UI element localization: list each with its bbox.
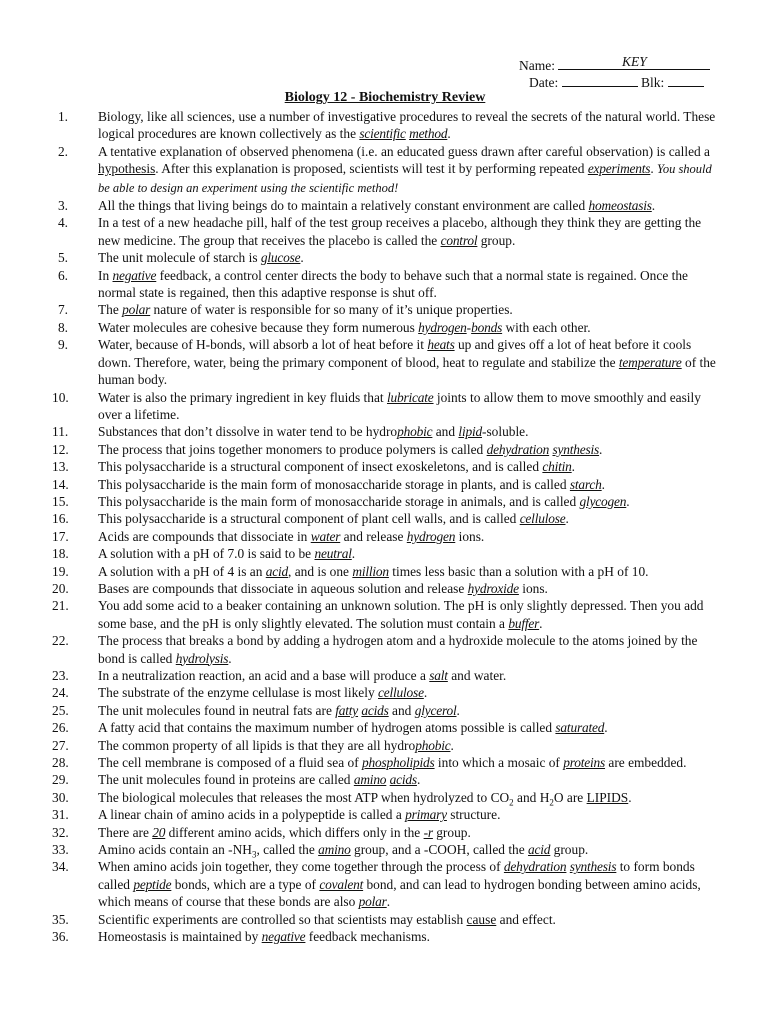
question-number: 22 .: [52, 632, 68, 649]
question-text: A tentative explanation of observed phenomena (i.e. an educated guess drawn after careful observation) is called a: [98, 143, 710, 159]
question-item: [52, 754, 724, 771]
answer-text: acids: [389, 772, 417, 788]
question-text: ions.: [518, 580, 548, 596]
question-text: When amino acids join together, they come together through the process of: [98, 859, 504, 875]
answer-text: phobic: [397, 424, 433, 440]
question-item: [52, 771, 724, 788]
answer-text: million: [352, 563, 389, 579]
question-item: [52, 684, 724, 701]
question-number: 34 .: [52, 858, 68, 875]
answer-text: primary: [405, 807, 447, 823]
question-number: 25 .: [52, 702, 68, 719]
answer-text: hydrogen: [406, 528, 456, 544]
question-text: The unit molecules found in neutral fats are: [98, 702, 336, 718]
answer-text: glycogen: [579, 493, 627, 509]
question-item: [52, 389, 724, 424]
answer-text: synthesis: [569, 859, 617, 875]
question-text: This polysaccharide is the main form of monosaccharide storage in animals, and is called: [98, 493, 580, 509]
question-item: [52, 841, 724, 858]
question-text: . After this explanation is proposed, scientists will test it by performing repeated: [155, 161, 588, 177]
question-item: [52, 108, 724, 143]
question-text: .: [565, 511, 569, 527]
question-number: 19 .: [52, 563, 68, 580]
question-item: [52, 197, 724, 214]
question-text: .: [456, 702, 460, 718]
question-text: and water.: [447, 668, 507, 683]
answer-text: control: [440, 232, 478, 248]
question-text: O are: [553, 789, 587, 805]
answer-text: cellulose: [519, 511, 566, 527]
question-item: [52, 528, 724, 545]
answer-text: fatty: [335, 702, 359, 718]
question-text: Water molecules are cohesive because they form numerous: [98, 319, 419, 335]
question-text: joints to allow them to move smoothly and easily over a lifetime.: [98, 389, 701, 422]
question-item: [52, 824, 724, 841]
question-text: .: [447, 126, 451, 142]
question-text: bonds, which are a type of: [171, 876, 320, 892]
question-text: .: [228, 650, 232, 666]
answer-text: lubricate: [386, 389, 434, 405]
question-text: .: [450, 737, 454, 753]
answer-text: lipid: [458, 424, 482, 440]
answer-text: hypothesis: [98, 161, 156, 177]
answer-text: glucose: [260, 250, 301, 266]
question-text: .: [650, 161, 658, 177]
question-text: .: [571, 459, 576, 475]
question-text: group.: [432, 824, 471, 840]
question-item: [52, 423, 724, 440]
question-list: [52, 108, 724, 946]
question-text: Water, because of H-bonds, will absorb a lot of heat before it: [98, 337, 428, 353]
question-text: .: [626, 493, 630, 509]
answer-text: scientific: [359, 126, 406, 142]
answer-text: amino: [353, 772, 387, 788]
question-text: group.: [477, 232, 516, 248]
question-text: Homeostasis is maintained by: [98, 929, 262, 945]
name-field: [558, 56, 710, 70]
question-text: .: [416, 772, 421, 788]
question-number: 27 .: [52, 737, 68, 754]
question-item: [52, 249, 724, 266]
date-field: [562, 73, 638, 87]
question-number: 6 .: [52, 267, 68, 284]
question-text: .: [386, 894, 391, 910]
question-text: bond, and can lead to hydrogen bonding between amino acids, which means of course that these bonds are also: [98, 876, 701, 910]
question-text: The substrate of the enzyme cellulase is most likely: [98, 685, 379, 701]
question-number: 9 .: [52, 336, 68, 353]
answer-text: polar: [358, 894, 387, 910]
question-item: [52, 702, 724, 719]
question-text: and effect.: [496, 911, 556, 927]
question-number: 17 .: [52, 528, 68, 545]
question-number: 16 .: [52, 510, 68, 527]
question-text: Bases are compounds that dissociate in aqueous solution and release: [98, 580, 468, 596]
question-number: 28 .: [52, 754, 68, 771]
answer-text: chitin: [542, 459, 572, 475]
question-text: with each other.: [502, 319, 591, 335]
answer-text: negative: [261, 929, 306, 945]
question-text: -soluble.: [481, 424, 529, 440]
question-text: different amino acids, which differs only in the: [165, 824, 424, 840]
answer-text: method: [409, 126, 448, 142]
question-item: [52, 476, 724, 493]
question-text: A solution with a pH of 4 is an: [98, 563, 266, 579]
question-text: This polysaccharide is a structural component of insect exoskeletons, and is called: [98, 459, 543, 475]
question-item: [52, 267, 724, 302]
question-text: .: [628, 789, 632, 805]
question-number: 24 .: [52, 684, 68, 701]
question-text: .: [351, 546, 356, 562]
question-number: 20 .: [52, 580, 68, 597]
answer-text: dehydration: [486, 441, 550, 457]
question-number: 3 .: [52, 197, 68, 214]
question-text: This polysaccharide is a structural component of plant cell walls, and is called: [98, 511, 520, 527]
answer-text: covalent: [319, 876, 364, 892]
question-number: 2 .: [52, 143, 68, 160]
question-number: 12 .: [52, 441, 68, 458]
question-number: 7 .: [52, 301, 68, 318]
question-text: and release: [340, 528, 407, 544]
question-text: The unit molecule of starch is: [98, 250, 261, 266]
question-item: [52, 458, 724, 475]
answer-text: experiments: [587, 161, 651, 177]
question-text: and: [432, 424, 459, 440]
question-text: Scientific experiments are controlled so that scientists may establish: [98, 911, 467, 927]
date-line: [529, 73, 704, 91]
question-text: The common property of all lipids is that they are all hydro: [98, 737, 416, 753]
question-item: [52, 336, 724, 388]
question-text: group, and a -COOH, called the: [350, 842, 529, 858]
answer-text: proteins: [563, 755, 606, 771]
question-item: [52, 928, 724, 945]
answer-text: homeostasis: [588, 198, 652, 214]
question-number: 33 .: [52, 841, 68, 858]
question-text: A fatty acid that contains the maximum number of hydrogen atoms possible is called: [98, 720, 556, 736]
question-number: 8 .: [52, 319, 68, 336]
question-text: and H: [513, 789, 550, 805]
question-number: 13 .: [52, 458, 68, 475]
question-text: In a neutralization reaction, an acid and a base will produce a: [98, 668, 430, 683]
question-item: [52, 858, 724, 910]
question-text: , called the: [256, 842, 319, 858]
question-text: are embedded.: [605, 755, 687, 771]
question-item: [52, 493, 724, 510]
blk-field: [668, 73, 704, 87]
question-text: .: [423, 685, 428, 701]
answer-text: salt: [429, 668, 448, 683]
question-number: 10 .: [52, 389, 68, 406]
question-text: feedback, a control center directs the body to behave such that a normal state is regained. Once the normal state is regained, then this adaptive response is shut off.: [98, 267, 688, 301]
question-text: structure.: [446, 807, 501, 823]
answer-text: 20: [152, 824, 166, 840]
question-text: A solution with a pH of 7.0 is said to be: [98, 546, 315, 562]
answer-text: glycerol: [414, 702, 457, 718]
question-text: You add some acid to a beaker containing an unknown solution. The pH is only slightly depressed. Then you add some base, and the pH is only slightly elevated. The solution must contain a: [98, 598, 704, 631]
question-text: Acids are compounds that dissociate in: [98, 528, 311, 544]
question-item: [52, 667, 724, 684]
question-text: of the human body.: [98, 354, 716, 388]
question-item: [52, 597, 724, 632]
question-text: There are: [98, 824, 153, 840]
question-text: .: [651, 198, 656, 214]
question-text: up and gives off a lot of heat before it cools down. Therefore, water, being the primary component of blood, heat to regulate and stabilize the: [98, 337, 692, 370]
question-item: [52, 319, 724, 336]
question-number: 29 .: [52, 771, 68, 788]
question-text: The process that joins together monomers to produce polymers is called: [98, 441, 487, 457]
page-title: Biology 12 - Biochemistry Review: [284, 90, 486, 105]
question-text: All the things that living beings do to maintain a relatively constant environment are called: [98, 198, 589, 214]
question-number: 31 .: [52, 806, 68, 823]
question-number: 14 .: [52, 476, 68, 493]
answer-text: phobic: [415, 737, 451, 753]
name-line: [519, 56, 710, 74]
answer-text: cause: [466, 911, 497, 927]
question-text: times less basic than a solution with a pH of 10.: [388, 563, 649, 579]
question-number: 4 .: [52, 214, 68, 231]
question-item: [52, 632, 724, 667]
answer-text: LIPIDS: [586, 789, 629, 805]
answer-text: acids: [361, 702, 389, 718]
blk-label: Blk:: [641, 75, 665, 90]
question-text: The cell membrane is composed of a fluid sea of: [98, 755, 363, 771]
answer-text: hydrolysis: [175, 650, 229, 666]
answer-text: neutral: [314, 546, 352, 562]
question-number: 36 .: [52, 928, 68, 945]
question-text: Amino acids contain an -NH: [98, 842, 252, 858]
question-item: [52, 545, 724, 562]
answer-text: synthesis: [552, 441, 600, 457]
date-label: Date:: [529, 75, 559, 90]
question-item: [52, 806, 724, 823]
question-number: 23 .: [52, 667, 68, 684]
answer-text: polar: [122, 302, 151, 318]
answer-text: acid: [265, 563, 289, 579]
question-text: The process that breaks a bond by adding a hydrogen atom and a hydroxide molecule to the atoms joined by the bond is called: [98, 633, 698, 666]
question-text: The unit molecules found in proteins are called: [98, 772, 354, 788]
question-item: [52, 911, 724, 928]
answer-text: -r: [423, 824, 433, 840]
question-text: This polysaccharide is the main form of monosaccharide storage in plants, and is called: [98, 476, 570, 492]
question-text: Water is also the primary ingredient in key fluids that: [98, 389, 387, 405]
question-text: nature of water is responsible for so many of it’s unique properties.: [150, 302, 513, 318]
question-number: 5 .: [52, 249, 68, 266]
note-text: You should be able to design an experiment using the scientific method!: [98, 162, 712, 195]
answer-text: amino: [318, 842, 351, 858]
subscript: 2: [549, 797, 554, 808]
question-number: 21 .: [52, 597, 68, 614]
answer-text: cellulose: [378, 685, 424, 701]
question-item: [52, 719, 724, 736]
answer-text: peptide: [133, 876, 172, 892]
question-text: Substances that don’t dissolve in water tend to be hydro: [98, 424, 398, 440]
answer-text: phospholipids: [362, 755, 435, 771]
question-item: [52, 214, 724, 249]
question-text: The biological molecules that releases the most ATP when hydrolyzed to CO: [98, 789, 510, 805]
question-text: In: [98, 267, 113, 283]
question-item: [52, 510, 724, 527]
question-number: 32 .: [52, 824, 68, 841]
question-number: 11 .: [52, 423, 68, 440]
name-value: KEY: [621, 54, 647, 69]
answer-text: buffer: [508, 615, 540, 631]
answer-text: temperature: [618, 354, 682, 370]
question-number: 30 .: [52, 789, 68, 806]
question-text: group.: [550, 842, 589, 858]
question-item: [52, 143, 724, 197]
answer-text: hydroxide: [467, 580, 519, 596]
question-item: [52, 737, 724, 754]
question-number: 26 .: [52, 719, 68, 736]
question-text: into which a mosaic of: [434, 755, 564, 771]
question-text: to form bonds called: [98, 859, 695, 892]
question-text: and: [388, 702, 415, 718]
name-label: Name:: [519, 58, 555, 73]
answer-text: water: [310, 528, 341, 544]
question-text: .: [599, 441, 603, 457]
question-text: The: [98, 302, 123, 318]
question-text: , and is one: [288, 563, 353, 579]
question-number: 18 .: [52, 545, 68, 562]
question-item: [52, 301, 724, 318]
answer-text: acid: [528, 842, 551, 858]
subscript: 2: [509, 797, 514, 808]
question-number: 1 .: [52, 108, 68, 125]
subscript: 3: [251, 849, 257, 860]
question-text: .: [539, 615, 543, 631]
question-item: [52, 441, 724, 458]
question-text: .: [601, 476, 606, 492]
question-item: [52, 789, 724, 806]
question-text: .: [300, 250, 304, 266]
answer-text: saturated: [555, 720, 605, 736]
answer-text: negative: [112, 267, 157, 283]
question-number: 15 .: [52, 493, 68, 510]
question-text: -: [466, 319, 472, 335]
answer-text: bonds: [471, 319, 503, 335]
question-text: A linear chain of amino acids in a polypeptide is called a: [98, 807, 406, 823]
question-text: In a test of a new headache pill, half of the test group receives a placebo, although they think they are getting the new medicine. The group that receives the placebo is called the: [98, 215, 702, 248]
question-item: [52, 580, 724, 597]
question-number: 35 .: [52, 911, 68, 928]
answer-text: hydrogen: [418, 319, 467, 335]
answer-text: starch: [569, 476, 602, 492]
question-text: Biology, like all sciences, use a number of investigative procedures to reveal the secrets of the natural world. These logical procedures are known collectively as the: [98, 109, 716, 142]
question-text: feedback mechanisms.: [305, 929, 430, 945]
question-text: ions.: [455, 528, 485, 544]
question-item: [52, 563, 724, 580]
answer-text: heats: [427, 337, 455, 353]
answer-text: dehydration: [503, 859, 567, 875]
question-text: .: [604, 720, 608, 736]
